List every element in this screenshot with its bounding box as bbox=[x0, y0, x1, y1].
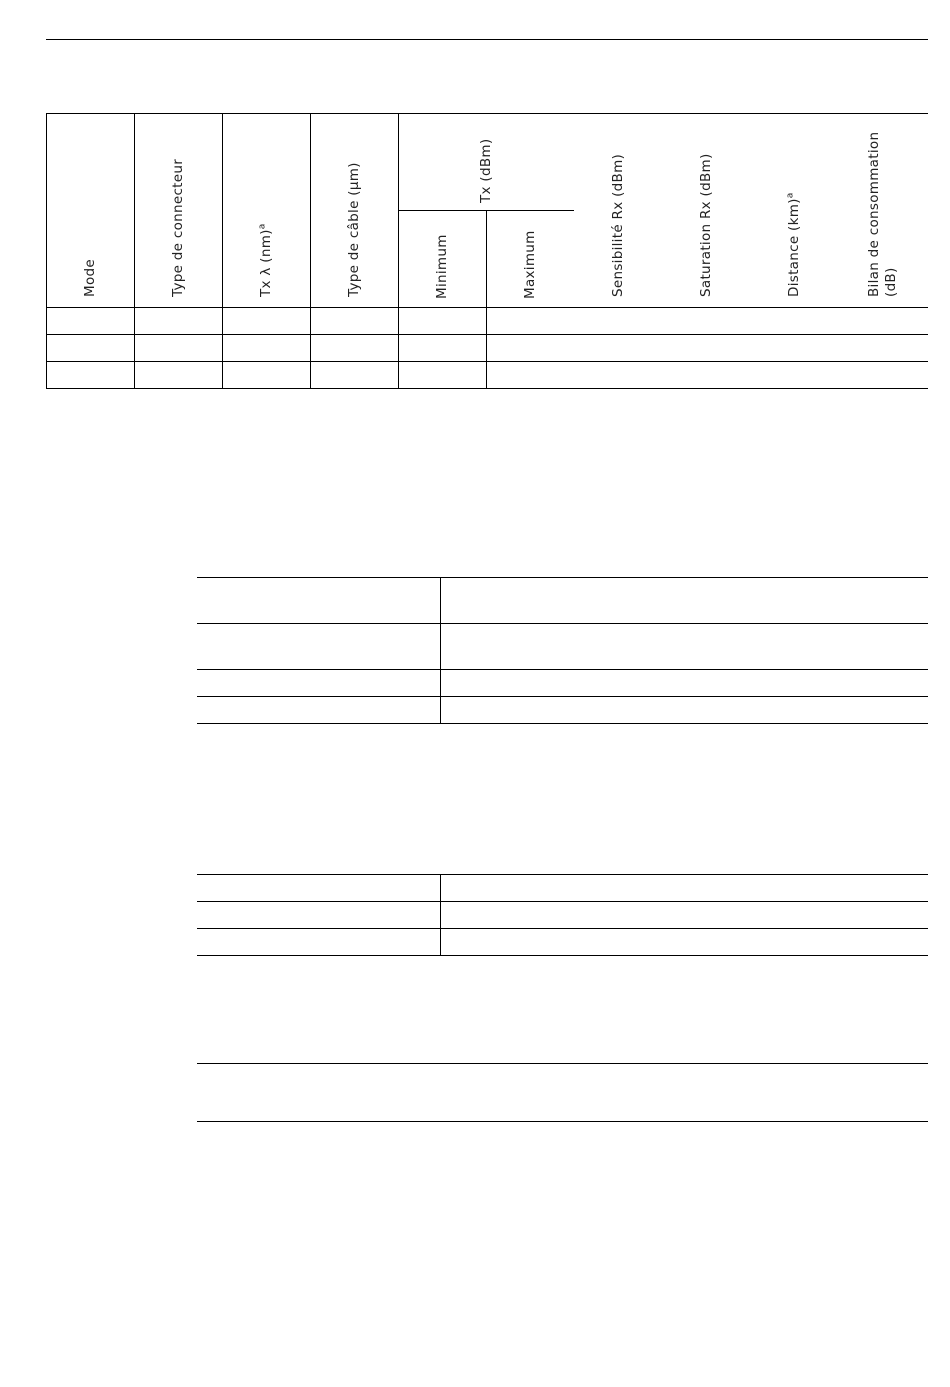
spec-table bbox=[46, 113, 928, 389]
col-rule bbox=[46, 113, 47, 389]
footnote-marker: a bbox=[785, 192, 796, 199]
header-tx-dbm: Tx (dBm) bbox=[478, 138, 494, 203]
table-col-rule bbox=[440, 874, 441, 955]
table-row-rule bbox=[197, 901, 928, 902]
table-row-rule bbox=[197, 723, 928, 724]
header-rx-sensitivity: Sensibilité Rx (dBm) bbox=[610, 153, 626, 297]
table-row-rule bbox=[197, 577, 928, 578]
header-rule bbox=[46, 39, 928, 40]
header-distance: Distance (km)$^a$ bbox=[785, 192, 802, 297]
table-row-rule bbox=[197, 928, 928, 929]
col-rule bbox=[222, 113, 223, 389]
table-row-rule bbox=[197, 955, 928, 956]
table-col-rule bbox=[440, 577, 441, 723]
table-three bbox=[197, 874, 928, 956]
col-rule bbox=[134, 113, 135, 389]
table-row-rule bbox=[197, 696, 928, 697]
table-row-rule bbox=[197, 669, 928, 670]
header-rx-saturation: Saturation Rx (dBm) bbox=[698, 153, 714, 297]
table-four bbox=[197, 1063, 928, 1123]
table-row-rule bbox=[197, 1121, 928, 1122]
footnote-marker: a bbox=[257, 223, 268, 230]
header-power-budget: Bilan de consommation (dB) bbox=[866, 131, 899, 297]
table-top-border bbox=[46, 113, 928, 114]
col-rule bbox=[486, 210, 487, 389]
header-tx-max: Maximum bbox=[522, 230, 538, 299]
table-bottom-border bbox=[46, 388, 928, 389]
table-row-rule bbox=[197, 1063, 928, 1064]
table-row-rule bbox=[197, 874, 928, 875]
col-rule bbox=[398, 113, 399, 389]
header-tx-lambda: Tx λ (nm)$^a$ bbox=[257, 223, 274, 297]
row-rule bbox=[46, 361, 928, 362]
header-cable-type: Type de câble (µm) bbox=[346, 162, 362, 297]
col-rule bbox=[310, 113, 311, 389]
row-rule bbox=[46, 334, 928, 335]
header-connector-type: Type de connecteur bbox=[170, 158, 186, 297]
header-tx-min: Minimum bbox=[434, 234, 450, 299]
header-bottom-rule bbox=[46, 307, 928, 308]
table-two bbox=[197, 577, 928, 725]
header-mode: Mode bbox=[82, 259, 98, 297]
table-row-rule bbox=[197, 623, 928, 624]
